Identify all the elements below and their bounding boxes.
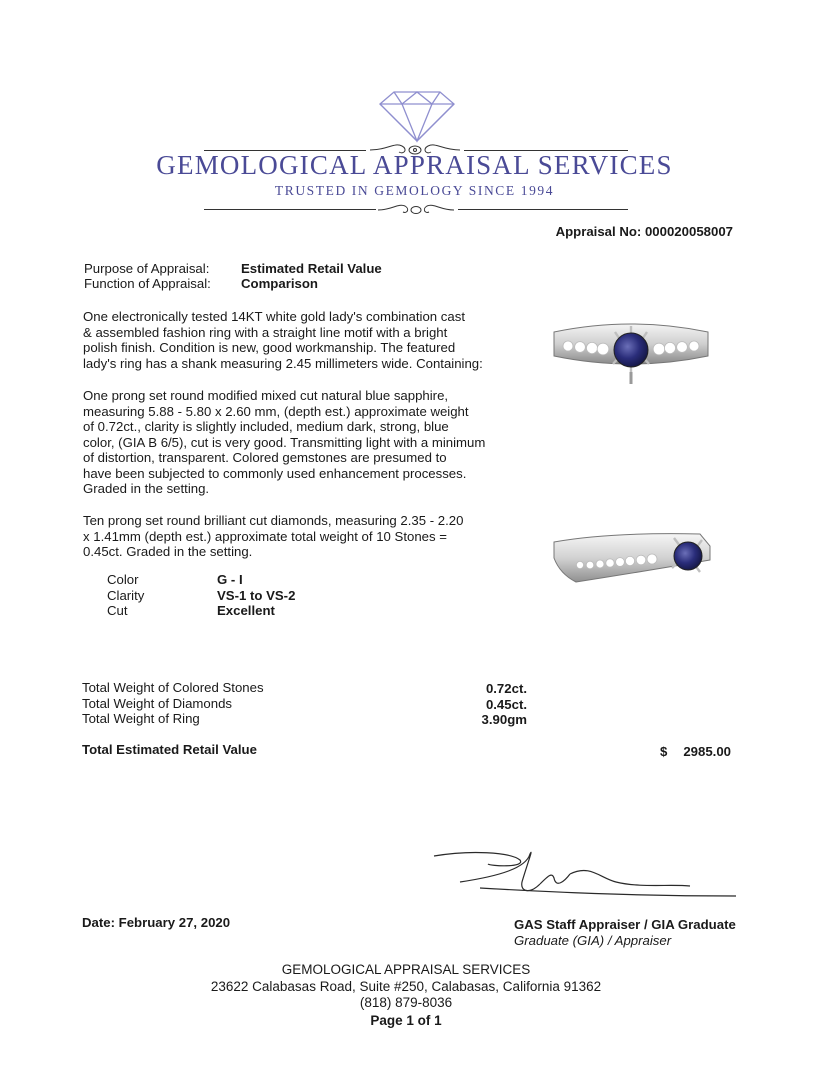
text-line: & assembled fashion ring with a straight line motif with a bright [83,324,448,340]
scroll-ornament-bottom-icon [376,200,456,220]
total-colored-stones-label: Total Weight of Colored Stones [82,680,264,695]
total-ring-weight-value: 3.90gm [481,712,527,727]
footer-address: 23622 Calabasas Road, Suite #250, Calabasas, California 91362 [210,979,602,994]
appraisal-number: Appraisal No: 000020058007 [555,224,733,239]
ring-angle-photo [550,528,716,588]
retail-amount: 2985.00 [683,744,731,759]
page-number: Page 1 of 1 [370,1013,442,1028]
footer-company: GEMOLOGICAL APPRAISAL SERVICES [281,962,531,977]
text-line: polish finish. Condition is new, good workmanship. The featured [83,340,456,355]
header-rule-bottom-right [458,209,628,210]
diamond-logo-icon [376,88,458,144]
text-line: measuring 5.88 - 5.80 x 2.60 mm, (depth est.) approximate weight [83,403,469,419]
description-paragraph-ring [83,309,483,371]
appraiser-signature-icon [430,848,740,910]
text-line: Graded in the setting. [83,481,210,496]
total-ring-weight-label: Total Weight of Ring [82,711,200,726]
purpose-label: Purpose of Appraisal: [84,261,210,276]
grading-color-label: Color [107,572,139,587]
text-line: x 1.41mm (depth est.) approximate total weight of 10 Stones = [83,528,447,544]
total-diamonds-value: 0.45ct. [485,697,527,712]
signer-subtitle: Graduate (GIA) / Appraiser [514,933,672,948]
function-value: Comparison [241,276,318,291]
function-label: Function of Appraisal: [84,276,211,291]
description-paragraph-sapphire [83,388,485,497]
text-line: color, (GIA B 6/5), cut is very good. Transmitting light with a minimum [83,434,486,450]
text-line: Ten prong set round brilliant cut diamonds, measuring 2.35 - 2.20 [83,513,464,528]
signer-title: GAS Staff Appraiser / GIA Graduate [514,917,736,932]
footer-phone: (818) 879-8036 [359,995,453,1010]
company-logotype: GEMOLOGICAL APPRAISAL SERVICES [156,150,673,180]
grading-cut-value: Excellent [217,603,275,618]
text-line: of 0.72ct., clarity is slightly included, medium dark, strong, blue [83,419,449,434]
grading-cut-label: Cut [107,603,128,618]
text-line: One prong set round modified mixed cut natural blue sapphire, [83,388,449,403]
text-line: have been subjected to commonly used enhancement processes. [83,465,467,481]
retail-value-label: Total Estimated Retail Value [82,742,257,757]
appraisal-date: Date: February 27, 2020 [82,915,231,930]
total-colored-stones-value: 0.72ct. [485,681,527,696]
purpose-value: Estimated Retail Value [241,261,382,276]
text-line: One electronically tested 14KT white gold lady's combination cast [83,309,465,324]
company-tagline: TRUSTED IN GEMOLOGY SINCE 1994 [274,183,555,198]
grading-color-value: G - I [217,572,243,587]
total-diamonds-label: Total Weight of Diamonds [82,696,233,711]
description-paragraph-diamonds [83,513,463,560]
grading-clarity-label: Clarity [107,588,145,603]
grading-clarity-value: VS-1 to VS-2 [217,588,296,603]
ring-front-photo [548,310,714,390]
text-line: lady's ring has a shank measuring 2.45 millimeters wide. Containing: [83,355,483,371]
text-line: 0.45ct. Graded in the setting. [83,544,253,559]
retail-currency: $ [660,744,668,759]
text-line: of distortion, transparent. Colored gemstones are presumed to [83,450,447,465]
header-rule-bottom [204,209,376,210]
